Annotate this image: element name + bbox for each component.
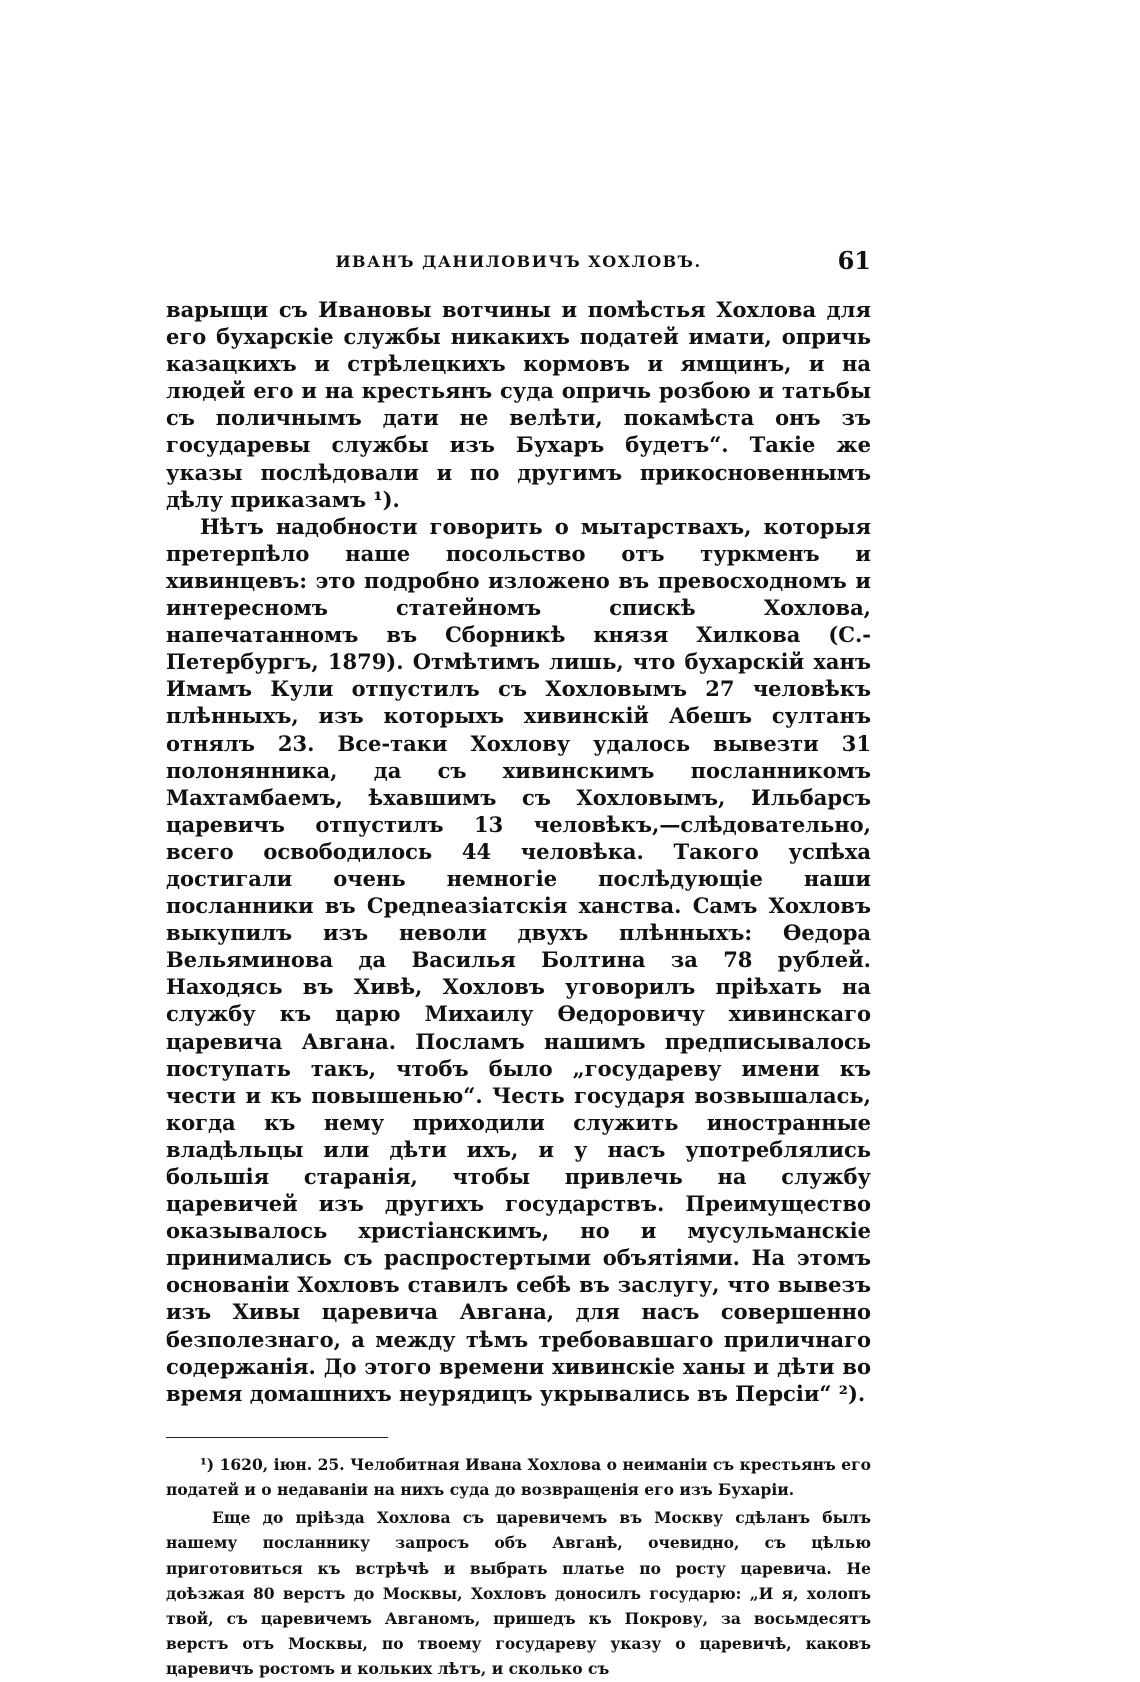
paragraph: Нѣтъ надобности говорить о мытарствахъ, которыя претерпѣло наше посольство отъ туркменъ и хивинцевъ: это подробно изложено въ превосходномъ и интересномъ статейномъ спискѣ Хохлова, напечатанномъ въ Сборникѣ князя Хилкова (С.-Петербургъ, 1879). Отмѣтимъ лишь, что бухарскій ханъ Имамъ Кули отпустилъ съ Хохловымъ 27 человѣкъ плѣнныхъ, изъ которыхъ хивинскій Абешъ султанъ отнялъ 23. Все-таки Хохлову удалось вывезти 31 полонянника, да съ хивинскимъ посланникомъ Махтамбаемъ, ѣхавшимъ съ Хохловымъ, Ильбарсъ царевичъ отпустилъ 13 человѣкъ,—слѣдовательно, всего освободилось 44 человѣка. Такого успѣха достигали очень немногіе послѣдующіе наши посланники въ Средneазіатскія ханства. Самъ Хохловъ выкупилъ изъ неволи двухъ плѣнныхъ: Ѳедора Вельяминова да Василья Болтина за 78 рублей. Находясь въ Хивѣ, Хохловъ уговорилъ пріѣхать на службу къ царю Михаилу Ѳедоровичу хивинскаго царевича Авгана. Посламъ нашимъ предписывалось поступать такъ, чтобъ было „государеву имени къ чести и къ повышенью“. Честь государя возвышалась, когда къ нему приходили служить иностранные владѣльцы или дѣти ихъ, и у насъ употреблялись большія старанія, чтобы привлечь на службу царевичей изъ другихъ государствъ. Преимущество оказывалось христіанскимъ, но и мусульманскіе принимались съ распростертыми объятіями. На этомъ основаніи Хохловъ ставилъ себѣ въ заслугу, что вывезъ изъ Хивы царевича Авгана, для насъ совершенно безполезнаго, а между тѣмъ требовавшаго приличнаго содержанія. До этого времени хивинскіе ханы и дѣти во время домашнихъ неурядицъ укрывались въ Персіи“ ²). xyxy=(166,513,871,1406)
footnotes xyxy=(166,1452,871,1682)
main-text xyxy=(166,296,871,1407)
page-number: 61 xyxy=(837,246,871,275)
footnote-continuation: Еще до пріѣзда Хохлова съ царевичемъ въ Москву сдѣланъ былъ нашему посланнику запросъ объ Авганѣ, очевидно, съ цѣлью приготовиться къ встрѣчѣ и выбрать платье по росту царевича. Не доѣзжая 80 верстъ до Москвы, Хохловъ доносилъ государю: „И я, холопъ твой, съ царевичемъ Авганомъ, пришедъ къ Покрову, за восьмдесятъ верстъ отъ Москвы, по твоему государеву указу о царевичѣ, каковъ царевичъ ростомъ и кольких лѣтъ, и сколько съ xyxy=(166,1508,871,1679)
footnote-divider xyxy=(166,1437,388,1438)
running-title: ИВАНЪ ДАНИЛОВИЧЪ ХОХЛОВЪ. xyxy=(335,252,702,271)
running-head xyxy=(166,246,871,282)
paragraph-continued: варыщи съ Ивановы вотчины и помѣстья Хохлова для его бухарскіе службы никакихъ податей имати, опричь казацкихъ и стрѣлецкихъ кормовъ и ямщинъ, и на людей его и на крестьянъ суда опричь розбою и татьбы съ поличнымъ дати не велѣти, покамѣста онъ зъ государевы службы изъ Бухаръ будетъ“. Такіе же указы послѣдовали и по другимъ прикосновеннымъ дѣлу приказамъ ¹). xyxy=(166,297,871,512)
footnote-1: ¹) 1620, іюн. 25. Челобитная Ивана Хохлова о неиманіи съ крестьянъ его податей и о недаваніи на нихъ суда до возвращенія его изъ Бухаріи. xyxy=(166,1454,871,1500)
book-page xyxy=(166,246,871,1682)
